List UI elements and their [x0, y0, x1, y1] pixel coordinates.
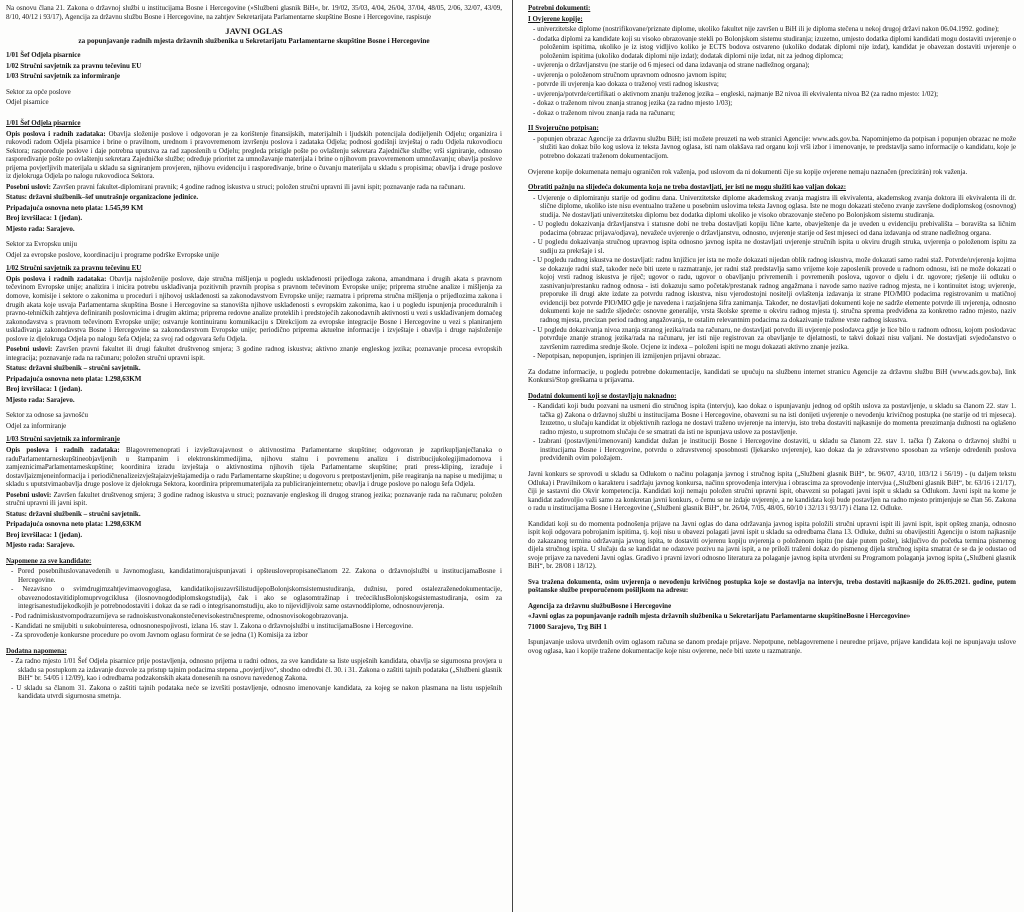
list-item: - dodatka diplomi za kandidate koji su visoko obrazovanje stekli po Bolonjskom sistemu studiranja; izuzetno, umjesto dodatka diplomi kandidati mogu dostaviti uvjerenje o položenim ispitima, ukoliko je iz istog vidljivo koliko je ECTS bodova ostvareno (ukoliko dodatak diplomi nije izdat), kandidat je obavezan dostaviti uvjerenje o položenim ispitima (ukoliko dodatak diplomi nije izdat); dodatak diplomi nije izdat, nit za jednog diplomca;	[540, 35, 1016, 61]
list-item: - Kandidati ne smijubiti u sukobuinteresa, odnosnonespojivosti, izlana 16. stav 1. Zakona o državnojslužbi u institucijamaBosne i Hercegovine.	[18, 622, 502, 631]
closing-paragraph: Ispunjavanje uslova utvrđenih ovim oglasom računa se danom predaje prijave. Nepotpune, neblagovremene i neuredne prijave, prijave kandidata koji ne ispunjavaju uslove ovog oglasa, kao i kopije tražene dokumentacije koje nisu ovjerene, neće biti uzete u razmatranje.	[528, 638, 1016, 655]
label: Opis poslova i radnih zadataka:	[6, 129, 106, 138]
submission-paragraph: Sva tražena dokumenta, osim uvjerenja o nevođenju krivičnog postupka koje se dostavlja na intervju, treba dostaviti najkasnije do 26.05.2021. godine, putem poštanske službe preporučenom pošiljkom na adresu:	[528, 577, 1016, 595]
list-item: - popunjen obrazac Agencije za državnu službu BiH; isti možete preuzeti na web stranici Agencije: www.ads.gov.ba. Napominjemo da potpisan i popunjen obrazac ne može služiti kao dokaz bilo kog uslova iz teksta Javnog oglasa, isti nam olakšava rad organu koji vrši izbor i imenovanje, te predstavlja samo informacije o kandidatu, koje je potrebno dokazati traženom dokumentacijom.	[540, 135, 1016, 161]
list-item: - Pored posebnihuslovanavedenih u Javnomoglasu, kandidatimorajuispunjavati i opšteuslovepropisanečlanom 22. Zakona o državnojslužbi u institucijamaBosne i Hercegovine.	[18, 567, 502, 584]
list-item: - Pod radnimiskustvompodrazumijeva se radnoiskustvonakonstečenevisokestručnespreme, odnosnovisokogobrazovanja.	[18, 612, 502, 621]
status-line: Status: državni službenik – stručni savjetnik.	[6, 364, 141, 373]
more-info-paragraph: Za dodatne informacije, u pogledu potrebne dokumentacije, kandidati se upućuju na službenu internet stranicu Agencije za državnu službu BiH (www.ads.gov.ba), link Konkursi/Stop greškama u prijavama.	[528, 367, 1016, 385]
announcement-subtitle: za popunjavanje radnih mjesta državnih službenika u Sekretarijatu Parlamentarne skupštine Bosne i Hercegovine	[78, 36, 430, 45]
list-item: - potvrde ili uvjerenja kao dokaza o traženoj vrsti radnog iskustva;	[540, 80, 1016, 89]
signed-heading: II Svojeručno potpisan:	[528, 124, 599, 133]
right-column	[528, 4, 1016, 908]
special-conditions	[6, 491, 502, 508]
list-item: - U pogledu dokazivanja državljanstva i statusne dobi ne treba dostavljati kopiju lične karte, obavještenje da je uveden u evidenciju prebivališta – boravišta sa ličnim podacima (obrazac prijava/odjava), nevažeće uvjerenje o državljanstvu, odnosno, uvjerenje starije od šest mjeseci od dana izdavanja od strane nadležnog organa.	[540, 220, 1016, 237]
certified-copies-heading: I Ovjerene kopije:	[528, 14, 583, 23]
place-line: Mjesto rada: Sarajevo.	[6, 541, 75, 550]
status-line: Status: državni službenik – stručni savjetnik.	[6, 509, 141, 518]
department-name: Odjel za informiranje	[6, 421, 67, 430]
intro-paragraph: Na osnovu člana 21. Zakona o državnoj službi u institucijama Bosne i Hercegovine (»Službeni glasnik BiH«, br. 19/02, 35/03, 4/04, 26/04, 37/04, 48/05, 2/06, 32/07, 43/09, 8/10, 40/12 i 93/17), Agencija za državnu službu Bosne i Hercegovine, na zahtjev Sekretarijata Parlamentarne skupštine Bosne i Hercegovine, raspisuje	[6, 4, 502, 21]
list-item: - Nepotpisan, nepopunjen, isprinjen ili izmijenjen prijavni obrazac.	[540, 352, 1016, 361]
text: Završen pravni fakultet-diplomirani pravnik; 4 godine radnog iskustva u struci; položen stručni upravni ili javni ispit; poznavanje rada na računaru.	[52, 182, 466, 191]
column-divider	[512, 0, 513, 912]
list-item: - U pogledu dokazivanja stručnog upravnog ispita odnosno javnog ispita ne dostavljati uvjerenje stručnih ispita u okviru drugih struka, uvjerenja o položenom ispitu za sudiju za prekršaje i sl.	[540, 238, 1016, 255]
list-item: - Kandidati koji budu pozvani na usmeni dio stručnog ispita (intervju), kao dokaz o ispunjavanju jednog od opštih uslova za postavljenje, u skladu sa članom 22. stav 1. tačka g) Zakona o državnoj službi u institucijama Bosne i Hercegovine, obavezni su na isti donijeti uvjerenje o nevođenju krivičnog postupka (ne starije od tri mjeseca). Izuzetno, u slučaju kandidat iz objektivnih razloga ne dostavi traženo uvjerenje na intervju, isto treba dostaviti najkasnije do momenta preuzimanja dužnosti na oglašeno radno mjesto, u suprotnom slučaju će se smatrati da isti ne ispunjava uslove za postavljenje.	[540, 402, 1016, 436]
list-item: - Nezavisno o svimdrugimzahtjevimaovogoglasa, kandidatikojisuzavršilistudijepoBolonjskomsistemustudiranja, dužnisu, pored ostalezraženedokumentacije, obaveznodostavitidiplomuprvogciklusa (ilosnovnogdodiplomskogstudija), čak i ako se oglasomtražinap i trećeciklusBolonjskogsistemastudiranja, osim za integrisanestudijekodkojih je potrebnodostaviti i dokaz da se radi o integrisanomstudiju, ako to nijevidljivoiz same ostavnoddiplome, odnosnouvjerenja.	[18, 585, 502, 611]
certified-copies-list	[528, 25, 1016, 117]
list-item: - uvjerenja o položenom stručnom upravnom odnosno javnom ispitu;	[540, 71, 1016, 80]
list-item: - Za radno mjesto 1/01 Šef Odjela pisarnice prije postavljenja, odnosno prijema u radni odnos, za sve kandidate sa liste uspješnih kandidata, obavlja se sigurnosna provjera u skladu sa postupkom za izdavanje dozvole za pristup tajnim podacima stepena „povjerljivo“, shodno odredbi čl. 30. i 31. Zakona o zaštiti tajnih podataka („Službeni glasnik BiH“ br. 54/05 i 12/09), kao i odredbama podzakonskih akata donesenih na osnovu navedenog Zakona.	[18, 657, 502, 683]
special-conditions	[6, 183, 502, 192]
list-item: - U pogledu dokazivanja nivoa znanja stranog jezika/rada na računaru, ne dostavljati potvrdu ili uvjerenje poslodavca gdje je lice bilo u radnom odnosu, kojom poslodavac potvrđuje znanje stranog jezika/rada na računaru, jer isti nije registrovan za obavljanje te djelatnosti, te takvi dokazi nisu valjani. Ne dostavljati svjedočanstvo o završenim razredima srednje škole. Ocjene iz indexa – položeni ispiti ne mogu dokazati aktivno znanje jezika.	[540, 326, 1016, 352]
list-item: - Uvjerenje o diplomiranju starije od godinu dana. Univerzitetske diplome akademskog zvanja magistra ili ekvivalenta, akademskog zvanja doktora ili ekvivalenta ili dr. slične diplome, ukoliko iste nisu eventualno tražene u posebnim uslovima teksta Javnog oglasa. Iste ne mogu dokazati stečeno zvanje završene dodiplomskog (osnovnog) studija. Ne dostavljati univerzitetsku diplomu bez dodatka diplomi ukoliko je visoko obrazovanje stečeno po Bolonjskom sistemu studiranja.	[540, 194, 1016, 220]
text: Obavlja najsloženije poslove, daje stručna mišljenja u pogledu usklađenosti prijedloga zakona, amandmana i drugih akata s pravnom tečevinom Evropske unije; analizira i inicira potrebu usklađivanja pozitivnih pravnih propisa s pravnom tečevinom Evropske unije; priprema stručne analize i mišljenja za domove, komisije i sektore o zakonima u proceduri i njihovoj usklađenosti sa zakonodavstvom Evropske unije; razmatra i priprema stručna mišljenja o prijedlozima zakona i drugih akata koje usvaja Parlamentarna skupština Bosne i Hercegovine sa stanovišta njihove usklađenosti s evropskim zakonima, kao i u pogledu ispunjenja proceduralnih i pravno-tehničkih zahtjeva definiranih poslovnicima i drugim aktima; priprema redovne analize proteklih i predstojećih zakonodavnih aktivnosti u vezi s usklađivanjem domaćeg zakonodavstva s pravnom tečevinom Evropske unije; ostvaruje kontinuiranu komunikaciju s Direkcijom za evropske integracije Bosne i Hercegovine u vezi s planiranjem usklađivanja zakonodavstva Bosne i Hercegovine sa zakonodavstvom Evropske unije; periodično priprema aktuelne informacije i izvještaje i obavlja i druge najsloženije poslove iz djelokruga Odjela po nalogu šefa Odjela; za svoj rad odgovara šefu Odjela.	[6, 274, 502, 343]
sector-name: Sektor za Evropsku uniju	[6, 240, 77, 249]
count-line: Broj izvršilaca: 1 (jedan).	[6, 530, 83, 539]
exam-paragraph: Javni konkurs se sprovodi u skladu sa Odlukom o načinu polaganja javnog i stručnog ispita („Službeni glasnik BiH“, br. 96/07, 43/10, 103/12 i 56/19) - (u daljem tekstu Odluka) i Pravilnikom o karakteru i sadržaju javnog konkursa, načinu sprovođenja intervjua i obrascima za sprovođenje intervjua („Službeni glasnik BiH“, br. 63/16 i 21/17), čiji je sastavni dio Okvir kompetencija. Kandidati koji nemaju položen stručni upravni ispit, obavezni su polagati javni ispit u skladu sa Odlukom. Javni ispit na kome je kandidat zadovoljio važi samo za konkretan javni konkurs, o čemu se ne izdaje uvjerenje, a ne kandidata koji bude postavljen na radno mjesto primjenjuje se član 56. Zakona o radu u institucijama Bosne i Hercegovine („Službeni glasnik BiH“, br. 26/04, 7/05, 48/05, 60/10 i 32/13 i 93/17) i člana 12. Odluke.	[528, 469, 1016, 513]
position-heading: 1/02 Stručni savjetnik za pravnu tečevinu EU	[6, 264, 142, 273]
status-line: Status: državni službenik–šef unutrašnje organizacione jedinice.	[6, 193, 199, 202]
signed-list	[528, 135, 1016, 161]
extra-documents-list	[528, 402, 1016, 463]
announcement-title: JAVNI OGLAS	[225, 26, 283, 37]
list-item: - uvjerenja o državljanstvu (ne starije od 6 mjeseci od dana izdavanja od strane nadležnog organa);	[540, 61, 1016, 70]
position-heading: 1/01 Šef Odjela pisarnice	[6, 118, 81, 127]
invalid-documents-heading: Obratiti pažnju na slijedeća dokumenta koja ne treba dostavljati, jer isti ne mogu služiti kao valjan dokaz:	[528, 183, 847, 192]
notes-list	[6, 567, 502, 639]
position-list-item: 1/03 Stručni savjetnik za informiranje	[6, 72, 120, 81]
notes-heading: Napomene za sve kandidate:	[6, 556, 92, 565]
sector-name: Sektor za opće poslove	[6, 87, 71, 96]
label: Posebni uslovi:	[6, 182, 51, 191]
list-item: - Izabrani (postavljeni/imenovani) kandidat dužan je instituciji Bosne i Hercegovine dostaviti, u skladu sa članom 22. stav 1. tačka f) Zakona o državnoj službi u institucijama Bosne i Hercegovine, potvrdu o zdravstvenoj sposobnosti (ljekarsko uvjerenje), kao dokaz da je zdravstveno sposoban za vršenje određenih poslova predviđenih ovim položajem.	[540, 437, 1016, 463]
label: Opis poslova i radnih zadataka:	[6, 445, 120, 454]
job-description	[6, 130, 502, 181]
count-line: Broj izvršilaca: 1 (jedan).	[6, 214, 83, 223]
text: Završen fakultet društvenog smjera; 3 godine radnog iskustva u struci; poznavanje engleskog ili drugog stranog jezika; poznavanje rada na računaru; položen stručni upravni ili javni ispit.	[6, 490, 502, 508]
list-item: - U pogledu radnog iskustva ne dostavljati: radnu knjižicu jer ista ne može dokazati nijedan oblik radnog iskustva, može dokazati samo radni staž. Potvrde/uvjerenja kojima se dokazuje radni staž, također neće biti uzete u razmatranje, jer radni staž predstavlja samo vrijeme koje zaposlenik provede u radnom odnosu, isti ne može dokazati o kojoj vrsti radnog iskustva je riječ; ugovor o radu, ugovor o obavljanju privremenih i povremenih poslova, ugovor o djelu i dr. ugovore; rješenje iii odluku o zasnivanju/prestanku radnog odnosa - isti dokazuju samo početak/prestanak radnog angažmana i navode samo nazive radnog mjesta, ne i kontinuitet istog; uvjerenje, preporuke ili drugi akte izdate za potvrdu radnog iskustva, nisu vjerodostojni nositelji ovlaštenja izdavanja iz strane PIO/MIO podacima registrovanim u matičnoj evidenciji bez potvrde PIO/MIO gdje je navedena i razjašnjena šifra zanimanja. Također, ne dostavljati dokumenti koje ne sadrže elemente potvrde ili uvjerenja, odnosno dokumenti koje ne sadrže sljedeće: osnovne generalije, vrsta školske spreme u okviru radnog mjesta tj. stručna sprema predviđena za konkretno radno mjesto, naziv radnog mjesta, precizan period radnog angažovanja, te ostalim relevantnim podacima za dokazivanje tražene vrste radnog iskustva.	[540, 256, 1016, 324]
department-name: Odjel za evropske poslove, koordinaciju i programe podrške Evropske unije	[6, 250, 220, 259]
sector-name: Sektor za odnose sa javnošću	[6, 411, 89, 420]
text: Obavlja složenije poslove i odgovoran je za korištenje finansijskih, materijalnih i ljudskih potencijala dodijeljenih Odjelu; organizira i rukovodi radom Odjela pisarnice i brine o pravilnom, urednom i pravovremenom izvršenju poslova i zadataka Odjela; podnosi godišnji izvještaj o radu Odjela rukovodiocu Sektora; raspoređuje poslove i daje potrebna uputstva za rad zaposlenih u Odjelu; pregleda pristigle pošte po ovlaštenju sekretara Zajedničke službe; vrši signiranje, odnosno raspoređivanje pošte po ovlaštenju sekretara Zajedničke službe; određuje prioritet za umnožavanje materijala i brine o njihovom pravovremenom umnožavanju; obavlja poslove prijema povjerljivih materijala u skladu sa signiranjem provjeren, njihovu evidenciju i raspoređivanje, brine o čuvanju materijala u skladu s propisima; obavlja i druge poslove iz djelokruga Odjela po nalogu rukovodioca Sektora.	[6, 129, 502, 181]
salary-line: Pripadajuća osnovna neto plata: 1.298,63KM	[6, 374, 142, 383]
department-name: Odjel pisarnice	[6, 98, 49, 107]
text: Blagovremenoprati i izvještavajavnost o aktivnostima Parlamentarne skupštine; odgovoran je zaprikupljanječlanaka o raduParlamentarneskupštineobjavljenih u štampanim i elektronskimmedijima, njihovu stalnu i povremenu analizu i distribucijukolegijimadomova i zamjeznicimaParlamentarneskupštine; koordinira izradu izvještaja o aktivnostima njihovih tijela Parlamentarne skupštine; prati press-kliping, izrađuje i dostavljaizmjeneinformacija i periodičnenalizeizvještajaizvještajamedija o radu Parlamentarne skupštine; u dogovoru s pretpostavljenim, piše reagiranja na napise u medijima; u skladu s uputstvimaobavlja druge poslove iz djelokruga Sektora, koordinira pripremumaterijala za publiciranjeinternetu; obavlja i druge poslove po nalogu šefa Odjela.	[6, 445, 502, 489]
validity-paragraph: Ovjerene kopije dokumenata nemaju ograničen rok važenja, pod uslovom da ni dokumenti čije su kopije ovjerene nemaju naznačen (precizirán) rok važenja.	[528, 167, 968, 176]
additional-note-list	[6, 657, 502, 701]
list-item: - dokaz o traženom nivou znanja rada na računaru;	[540, 109, 1016, 118]
special-conditions	[6, 345, 502, 362]
list-item: - univerzitetske diplome (nostrifikovane/priznate diplome, ukoliko fakultet nije završen u BiH ili je diploma stečena u nekoj drugoj državi nakon 06.04.1992. godine);	[540, 25, 1016, 34]
label: Posebni uslovi:	[6, 490, 52, 499]
place-line: Mjesto rada: Sarajevo.	[6, 395, 75, 404]
place-line: Mjesto rada: Sarajevo.	[6, 224, 75, 233]
job-description	[6, 446, 502, 489]
extra-documents-heading: Dodatni dokumenti koji se dostavljaju naknadno:	[528, 391, 677, 400]
list-item: - U skladu sa članom 31. Zakona o zaštiti tajnih podataka neće se izvršiti postavljenje, odnosno imenovanje kandidata, za kojeg se nakon plasmana na listu uspješnih kandidata utvrdi sigurnosna smetnja.	[18, 684, 502, 701]
salary-line: Pripadajuća osnovna neto plata: 1.545,99 KM	[6, 203, 144, 212]
address-line: «Javni oglas za popunjavanje radnih mjesta državnih službenika u Sekretarijatu Parlamentarne skupštineBosne i Hercegovine»	[528, 612, 911, 621]
label: Posebni uslovi:	[6, 345, 53, 354]
count-line: Broj izvršilaca: 1 (jedan).	[6, 385, 83, 394]
label: Opis poslova i radnih zadataka:	[6, 274, 107, 283]
documents-heading: Potrebni dokumenti:	[528, 4, 591, 12]
list-item: - uvjerenja/potvrde/certifikati o aktivnom znanju traženog jezika – engleski, najmanje B2 nivoa ili ekvivalenta nivoa B2 (za radno mjesto: 1/02);	[540, 90, 1016, 99]
address-line: 71000 Sarajevo, Trg BiH 1	[528, 622, 607, 631]
deadline-paragraph: Kandidati koji su do momenta podnošenja prijave na Javni oglas do dana održavanja javnog ispita položili stručni upravni ispit ili javni ispit, ispit opšteg znanja, odnosno ispit koji odgovara pobrojanim ispitima, tj. koji nisu u obavezi polagati javni ispit u skladu sa odredbama člana 13. Odluke, dužni su obavijestiti Agenciju o istom najkasnije do zakazanog termina održavanja javnog ispita, te dostaviti ovjerenu kopiju uvjerenja o položenom ispitu (ne daje putem pošte), isključivo do početka termina pismenog dijela stručnog ispita. U slučaju da se kandidat ne odazove pozivu na javni ispit, a ne priloži traženi dokaz do pismenog dijela stručnog ispita smatrat će se da je odustao od svoje prijave za navedeni Javni oglas. Gradivo i pravni izvori odnosno literatura za polaganje javnog ispita utvrđeni su Programom polaganja javnog ispita („Službeni glasnik BiH“, br. 28/08 i 18/12).	[528, 519, 1016, 571]
left-column	[6, 4, 502, 908]
invalid-documents-list	[528, 194, 1016, 361]
position-list-item: 1/02 Stručni savjetnik za pravnu tečevinu EU	[6, 61, 142, 70]
job-description	[6, 275, 502, 343]
address-line: Agencija za državnu službuBosne i Hercegovine	[528, 601, 672, 610]
position-heading: 1/03 Stručni savjetnik za informiranje	[6, 435, 120, 444]
text: Završen pravni fakultet ili drugi fakultet društvenog smjera; 3 godine radnog iskustva; aktivno znanje engleskog jezika; poznavanje procesa evropskih integracija; poznavanje rada na računaru; položen stručni upravni ispit.	[6, 345, 502, 362]
salary-line: Pripadajuća osnovna neto plata: 1.298,63KM	[6, 520, 142, 529]
additional-note-heading: Dodatna napomena:	[6, 646, 67, 655]
list-item: - dokaz o traženom nivou znanja stranog jezika (za radno mjesto 1/03);	[540, 99, 1016, 108]
list-item: - Za sprovođenje konkursne procedure po ovom Javnom oglasu formirat će se jedna (1) Komisija za izbor	[18, 631, 502, 640]
position-list-item: 1/01 Šef Odjela pisarnice	[6, 51, 81, 60]
